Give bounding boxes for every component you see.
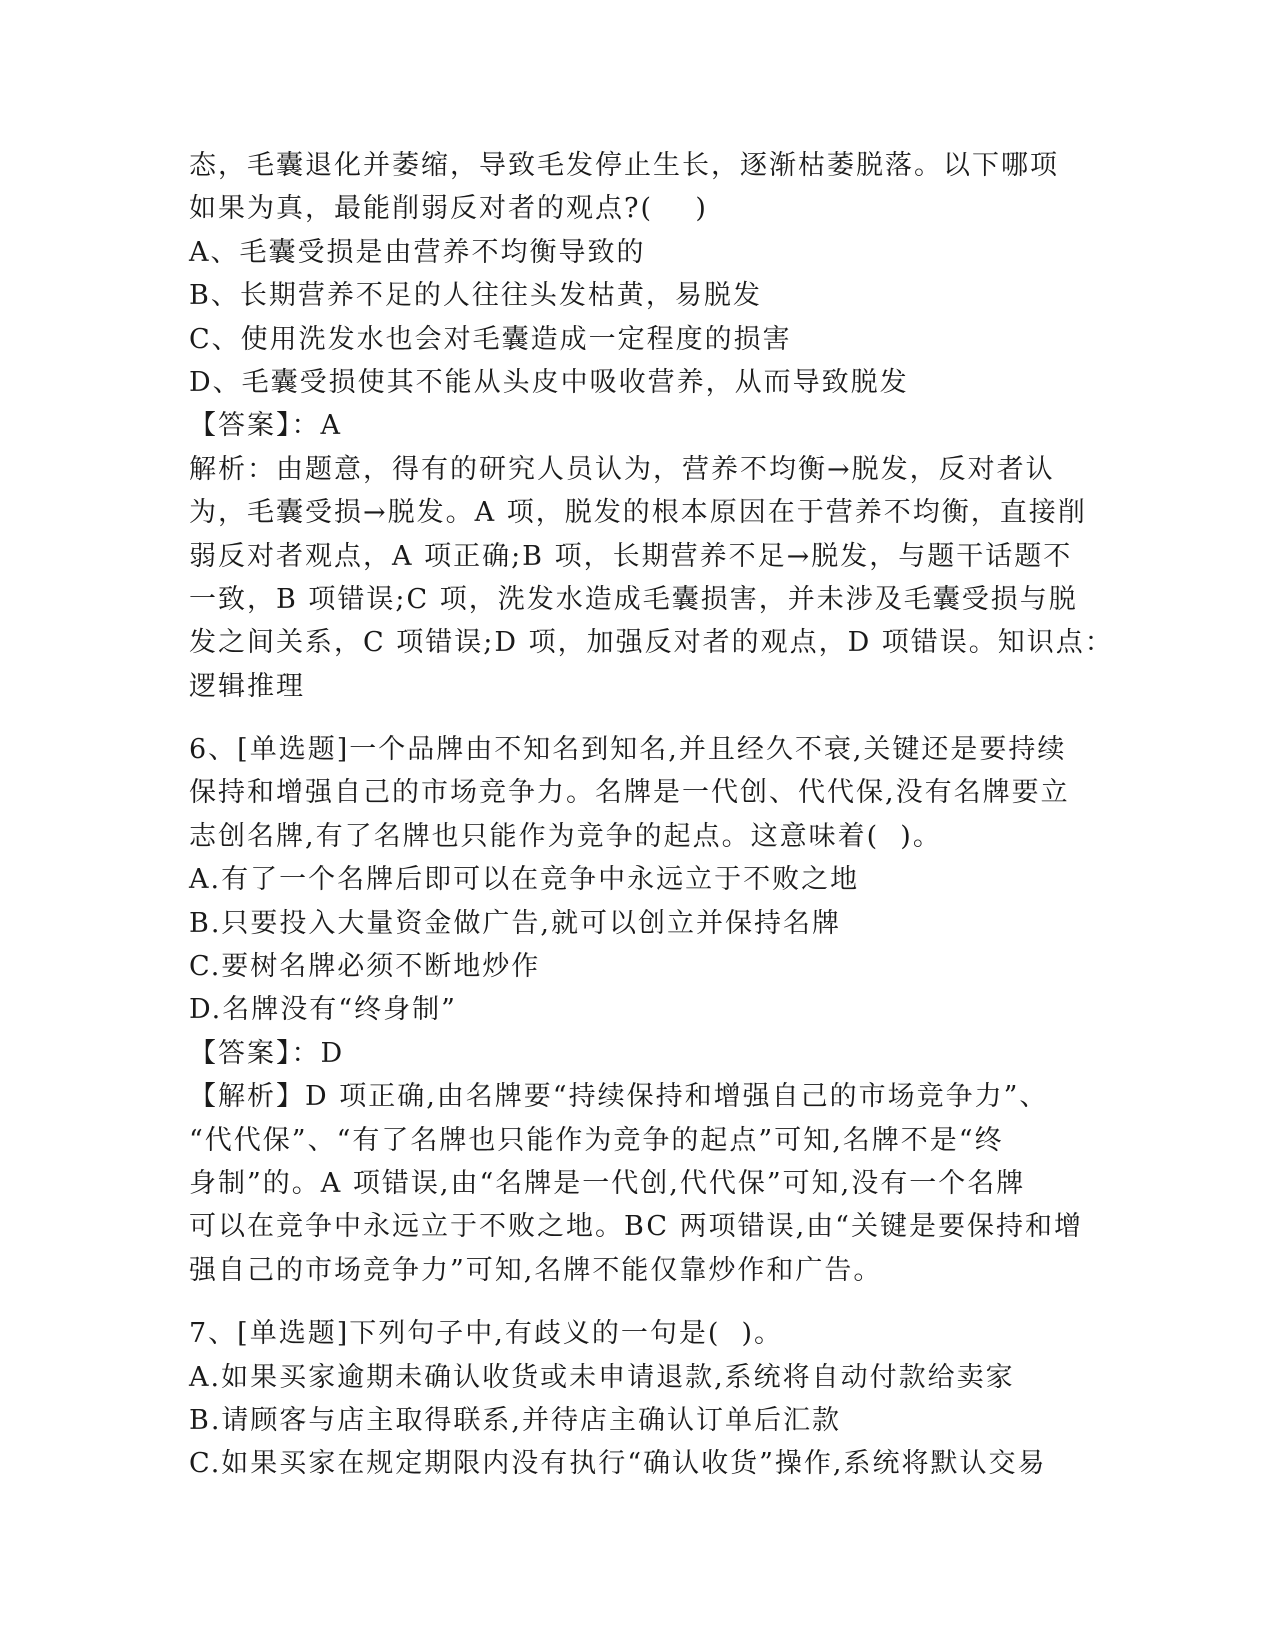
- question-5-analysis-line: 逻辑推理: [189, 670, 305, 702]
- question-7-option-a: A.如果买家逾期未确认收货或未申请退款,系统将自动付款给卖家: [189, 1361, 1015, 1393]
- question-6-option-b: B.只要投入大量资金做广告,就可以创立并保持名牌: [189, 907, 842, 939]
- question-6-option-c: C.要树名牌必须不断地炒作: [189, 951, 541, 983]
- question-5-analysis-line: 解析：由题意，得有的研究人员认为，营养不均衡→脱发，反对者认: [189, 453, 1055, 485]
- question-6-stem-line: 6、[单选题]一个品牌由不知名到知名,并且经久不衰,关键还是要持续: [189, 734, 1067, 766]
- question-6-option-a: A.有了一个名牌后即可以在竞争中永远立于不败之地: [189, 864, 860, 896]
- question-5-analysis-line: 发之间关系，C 项错误;D 项，加强反对者的观点，D 项错误。知识点：: [189, 627, 1114, 659]
- question-6-analysis-line: 可以在竞争中永远立于不败之地。BC 两项错误,由“关键是要保持和增: [189, 1211, 1083, 1243]
- question-7-option-b: B.请顾客与店主取得联系,并待店主确认订单后汇款: [189, 1404, 842, 1436]
- question-spacer: [189, 1292, 1089, 1312]
- question-6-analysis-line: 身制”的。A 项错误,由“名牌是一代创,代代保”可知,没有一个名牌: [189, 1167, 1026, 1199]
- question-5-option-b: B、长期营养不足的人往往头发枯黄，易脱发: [189, 280, 762, 312]
- question-7: [189, 1312, 1089, 1486]
- question-5-option-a: A、毛囊受损是由营养不均衡导致的: [189, 236, 646, 268]
- document-content: [189, 144, 1114, 1486]
- question-6-stem-line: 志创名牌,有了名牌也只能作为竞争的起点。这意味着( )。: [189, 820, 942, 852]
- question-5-stem-line: 态，毛囊退化并萎缩，导致毛发停止生长，逐渐枯萎脱落。以下哪项: [189, 150, 1059, 181]
- question-6-analysis-line: “代代保”、“有了名牌也只能作为竞争的起点”可知,名牌不是“终: [189, 1124, 1004, 1156]
- question-5-analysis-line: 为，毛囊受损→脱发。A 项，脱发的根本原因在于营养不均衡，直接削: [189, 497, 1087, 529]
- question-7-option-c: C.如果买家在规定期限内没有执行“确认收货”操作,系统将默认交易: [189, 1448, 1047, 1480]
- question-spacer: [189, 708, 1089, 728]
- question-5-answer: 【答案】：A: [189, 410, 342, 442]
- question-6-analysis-line: 【解析】D 项正确,由名牌要“持续保持和增强自己的市场竞争力”、: [189, 1081, 1049, 1113]
- question-6-stem-line: 保持和增强自己的市场竞争力。名牌是一代创、代代保,没有名牌要立: [189, 777, 1070, 809]
- question-5-option-c: C、使用洗发水也会对毛囊造成一定程度的损害: [189, 323, 792, 355]
- question-5-analysis-line: 弱反对者观点，A 项正确;B 项，长期营养不足→脱发，与题干话题不: [189, 540, 1073, 572]
- question-5-stem-line: 如果为真，最能削弱反对者的观点?( ): [189, 193, 708, 225]
- question-5-option-d: D、毛囊受损使其不能从头皮中吸收营养，从而导致脱发: [189, 366, 909, 398]
- question-7-stem-line: 7、[单选题]下列句子中,有歧义的一句是( )。: [189, 1318, 784, 1350]
- question-5-analysis-line: 一致，B 项错误;C 项，洗发水造成毛囊损害，并未涉及毛囊受损与脱: [189, 583, 1078, 615]
- question-6-analysis-line: 强自己的市场竞争力”可知,名牌不能仅靠炒作和广告。: [189, 1254, 883, 1286]
- question-6-option-d: D.名牌没有“终身制”: [189, 994, 457, 1026]
- question-5: [189, 144, 1114, 708]
- question-6-answer: 【答案】：D: [189, 1037, 345, 1069]
- question-6: [189, 728, 1089, 1292]
